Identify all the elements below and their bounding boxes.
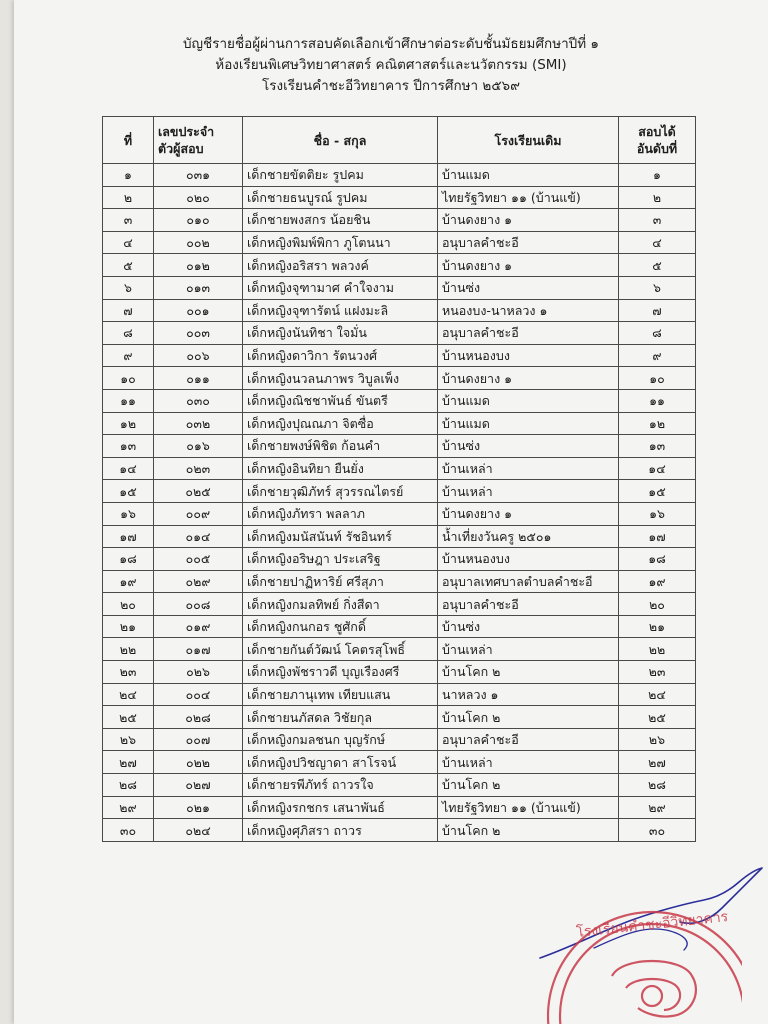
cell-school: บ้านดงยาง ๑ [438, 254, 619, 277]
header-id-text: เลขประจำตัวผู้สอบ [158, 124, 215, 156]
cell-rank: ๑๘ [619, 548, 696, 571]
cell-name: เด็กชายพงษ์พิชิต ก้อนคำ [243, 435, 438, 458]
cell-no: ๑๙ [103, 570, 154, 593]
cell-school: บ้านหนองบง [438, 344, 619, 367]
cell-id: ๐๐๔ [154, 683, 243, 706]
header-no: ที่ [103, 117, 154, 164]
table-row [103, 322, 696, 345]
title-line-1: บัญชีรายชื่อผู้ผ่านการสอบคัดเลือกเข้าศึกษาต่อระดับชั้นมัธยมศึกษาปีที่ ๑ [182, 36, 599, 52]
table-row [103, 344, 696, 367]
cell-rank: ๙ [619, 344, 696, 367]
table-row [103, 502, 696, 525]
cell-rank: ๑๖ [619, 502, 696, 525]
cell-no: ๑๐ [103, 367, 154, 390]
cell-rank: ๒ [619, 186, 696, 209]
title-line-2: ห้องเรียนพิเศษวิทยาศาสตร์ คณิตศาสตร์และนวัตกรรม (SMI) [215, 57, 567, 73]
cell-rank: ๓๐ [619, 819, 696, 842]
cell-no: ๒๙ [103, 796, 154, 819]
cell-no: ๒๖ [103, 728, 154, 751]
cell-school: นาหลวง ๑ [438, 683, 619, 706]
cell-id: ๐๐๙ [154, 502, 243, 525]
table-row [103, 480, 696, 503]
cell-id: ๐๑๒ [154, 254, 243, 277]
document-page [14, 0, 768, 1024]
cell-rank: ๕ [619, 254, 696, 277]
cell-rank: ๒๙ [619, 796, 696, 819]
cell-id: ๐๒๗ [154, 774, 243, 797]
cell-id: ๐๑๗ [154, 638, 243, 661]
cell-rank: ๒๕ [619, 706, 696, 729]
cell-name: เด็กชายธนบูรณ์ รูปคม [243, 186, 438, 209]
cell-no: ๔ [103, 231, 154, 254]
cell-school: บ้านแมด [438, 412, 619, 435]
cell-name: เด็กหญิงกมลชนก บุญรักษ์ [243, 728, 438, 751]
table-row [103, 254, 696, 277]
cell-school: บ้านเหล่า [438, 751, 619, 774]
cell-no: ๕ [103, 254, 154, 277]
table-row [103, 570, 696, 593]
cell-school: หนองบง-นาหลวง ๑ [438, 299, 619, 322]
table-row [103, 774, 696, 797]
cell-name: เด็กหญิงกมลทิพย์ กิ่งสีดา [243, 593, 438, 616]
cell-rank: ๑๕ [619, 480, 696, 503]
table-row [103, 638, 696, 661]
table-row [103, 525, 696, 548]
cell-rank: ๒๔ [619, 683, 696, 706]
cell-school: บ้านเหล่า [438, 480, 619, 503]
cell-rank: ๒๗ [619, 751, 696, 774]
cell-school: บ้านหนองบง [438, 548, 619, 571]
cell-rank: ๑๓ [619, 435, 696, 458]
cell-id: ๐๒๔ [154, 819, 243, 842]
cell-no: ๑๒ [103, 412, 154, 435]
table-row [103, 615, 696, 638]
title-line-3: โรงเรียนคำชะอีวิทยาคาร ปีการศึกษา ๒๕๖๙ [261, 78, 521, 94]
table-row [103, 548, 696, 571]
cell-school: บ้านซ่ง [438, 615, 619, 638]
cell-name: เด็กชายวุฒิภัทร์ สุวรรณไตรย์ [243, 480, 438, 503]
cell-name: เด็กหญิงศุภิสรา ถาวร [243, 819, 438, 842]
cell-id: ๐๒๖ [154, 661, 243, 684]
cell-name: เด็กหญิงปุณณภา จิตซื่อ [243, 412, 438, 435]
cell-rank: ๓ [619, 209, 696, 232]
cell-school: บ้านซ่ง [438, 276, 619, 299]
cell-rank: ๒๐ [619, 593, 696, 616]
cell-no: ๑๘ [103, 548, 154, 571]
cell-name: เด็กหญิงนันทิชา ใจมั่น [243, 322, 438, 345]
cell-name: เด็กหญิงพัชราวดี บุญเรืองศรี [243, 661, 438, 684]
cell-name: เด็กชายรพีภัทร์ ถาวรใจ [243, 774, 438, 797]
cell-id: ๐๓๐ [154, 389, 243, 412]
cell-school: บ้านดงยาง ๑ [438, 209, 619, 232]
table-row [103, 435, 696, 458]
table-row [103, 751, 696, 774]
cell-name: เด็กหญิงอินทิยา ยืนยั่ง [243, 457, 438, 480]
cell-school: บ้านดงยาง ๑ [438, 367, 619, 390]
cell-school: น้ำเที่ยงวันครู ๒๕๐๑ [438, 525, 619, 548]
cell-id: ๐๐๘ [154, 593, 243, 616]
cell-rank: ๑๙ [619, 570, 696, 593]
cell-no: ๒๒ [103, 638, 154, 661]
cell-no: ๑๓ [103, 435, 154, 458]
cell-name: เด็กหญิงจุฑารัตน์ แฝงมะลิ [243, 299, 438, 322]
cell-no: ๘ [103, 322, 154, 345]
cell-rank: ๖ [619, 276, 696, 299]
cell-no: ๒๗ [103, 751, 154, 774]
table-row [103, 706, 696, 729]
table-header [103, 117, 696, 164]
table-row [103, 276, 696, 299]
cell-rank: ๔ [619, 231, 696, 254]
cell-id: ๐๓๑ [154, 164, 243, 187]
cell-name: เด็กชายขัตติยะ รูปคม [243, 164, 438, 187]
cell-school: บ้านเหล่า [438, 457, 619, 480]
table-row [103, 457, 696, 480]
cell-school: บ้านซ่ง [438, 435, 619, 458]
cell-id: ๐๒๘ [154, 706, 243, 729]
cell-school: บ้านแมด [438, 164, 619, 187]
cell-name: เด็กชายพงสกร น้อยชิน [243, 209, 438, 232]
cell-name: เด็กหญิงรกชกร เสนาพันธ์ [243, 796, 438, 819]
cell-id: ๐๒๐ [154, 186, 243, 209]
cell-school: อนุบาลคำชะอี [438, 231, 619, 254]
cell-no: ๒ [103, 186, 154, 209]
results-table [102, 116, 696, 842]
table-row [103, 728, 696, 751]
cell-id: ๐๓๒ [154, 412, 243, 435]
header-rank [619, 117, 696, 164]
document-title [14, 34, 768, 97]
cell-school: บ้านโคก ๒ [438, 661, 619, 684]
cell-school: อนุบาลคำชะอี [438, 322, 619, 345]
cell-name: เด็กหญิงอริษฎา ประเสริฐ [243, 548, 438, 571]
cell-name: เด็กหญิงอริสรา พลวงค์ [243, 254, 438, 277]
cell-id: ๐๒๙ [154, 570, 243, 593]
table-row [103, 819, 696, 842]
cell-school: อนุบาลคำชะอี [438, 728, 619, 751]
cell-id: ๐๐๓ [154, 322, 243, 345]
cell-name: เด็กหญิงกนกอร ชูศักดิ์ [243, 615, 438, 638]
cell-no: ๓ [103, 209, 154, 232]
cell-rank: ๗ [619, 299, 696, 322]
cell-name: เด็กหญิงณิชชาพันธ์ ขันตรี [243, 389, 438, 412]
table-body [103, 164, 696, 842]
cell-school: บ้านโคก ๒ [438, 706, 619, 729]
cell-name: เด็กหญิงภัทรา พลลาภ [243, 502, 438, 525]
cell-rank: ๒๒ [619, 638, 696, 661]
cell-no: ๒๑ [103, 615, 154, 638]
cell-no: ๑๔ [103, 457, 154, 480]
table-row [103, 367, 696, 390]
cell-id: ๐๑๐ [154, 209, 243, 232]
cell-rank: ๑ [619, 164, 696, 187]
cell-school: อนุบาลเทศบาลตำบลคำชะอี [438, 570, 619, 593]
cell-no: ๒๔ [103, 683, 154, 706]
cell-id: ๐๒๓ [154, 457, 243, 480]
cell-no: ๒๓ [103, 661, 154, 684]
table-row [103, 186, 696, 209]
cell-rank: ๒๑ [619, 615, 696, 638]
stamp-text: โรงเรียนคำชะอีวิทยาคาร [575, 909, 729, 941]
cell-id: ๐๒๒ [154, 751, 243, 774]
table-row [103, 299, 696, 322]
cell-no: ๑ [103, 164, 154, 187]
cell-name: เด็กชายภานุเทพ เทียบแสน [243, 683, 438, 706]
table-row [103, 593, 696, 616]
cell-rank: ๑๗ [619, 525, 696, 548]
cell-no: ๑๑ [103, 389, 154, 412]
header-school: โรงเรียนเดิม [438, 117, 619, 164]
cell-name: เด็กหญิงปวิชญาดา สาโรจน์ [243, 751, 438, 774]
header-rank-text: สอบได้อันดับที่ [636, 124, 678, 156]
cell-no: ๒๘ [103, 774, 154, 797]
cell-school: บ้านโคก ๒ [438, 819, 619, 842]
cell-id: ๐๐๗ [154, 728, 243, 751]
cell-no: ๑๕ [103, 480, 154, 503]
cell-no: ๙ [103, 344, 154, 367]
cell-id: ๐๑๓ [154, 276, 243, 299]
table-row [103, 683, 696, 706]
cell-no: ๑๖ [103, 502, 154, 525]
cell-id: ๐๑๑ [154, 367, 243, 390]
cell-rank: ๑๑ [619, 389, 696, 412]
cell-no: ๓๐ [103, 819, 154, 842]
cell-rank: ๒๖ [619, 728, 696, 751]
cell-name: เด็กชายปาฏิหาริย์ ศรีสุภา [243, 570, 438, 593]
cell-name: เด็กหญิงมนัสนันท์ รัชอินทร์ [243, 525, 438, 548]
header-id [154, 117, 243, 164]
table-row [103, 209, 696, 232]
table-row [103, 661, 696, 684]
cell-no: ๒๐ [103, 593, 154, 616]
cell-no: ๖ [103, 276, 154, 299]
cell-no: ๗ [103, 299, 154, 322]
table-row [103, 796, 696, 819]
cell-school: บ้านแมด [438, 389, 619, 412]
cell-id: ๐๐๒ [154, 231, 243, 254]
cell-name: เด็กหญิงจุฑามาศ คำใจงาม [243, 276, 438, 299]
table-row [103, 231, 696, 254]
cell-name: เด็กชายนภัสดล วิชัยกุล [243, 706, 438, 729]
table-row [103, 389, 696, 412]
cell-id: ๐๒๕ [154, 480, 243, 503]
cell-id: ๐๐๑ [154, 299, 243, 322]
cell-rank: ๑๔ [619, 457, 696, 480]
cell-id: ๐๐๕ [154, 548, 243, 571]
cell-name: เด็กหญิงพิมพ์พิกา ภูโตนนา [243, 231, 438, 254]
cell-name: เด็กหญิงนวลนภาพร วิบูลเพ็ง [243, 367, 438, 390]
cell-id: ๐๑๙ [154, 615, 243, 638]
cell-school: ไทยรัฐวิทยา ๑๑ (บ้านแข้) [438, 796, 619, 819]
table-row [103, 164, 696, 187]
cell-school: บ้านโคก ๒ [438, 774, 619, 797]
cell-school: อนุบาลคำชะอี [438, 593, 619, 616]
cell-no: ๑๗ [103, 525, 154, 548]
cell-rank: ๑๐ [619, 367, 696, 390]
cell-rank: ๒๘ [619, 774, 696, 797]
table-row [103, 412, 696, 435]
cell-name: เด็กหญิงดาวิกา รัตนวงศ์ [243, 344, 438, 367]
cell-id: ๐๐๖ [154, 344, 243, 367]
cell-school: บ้านเหล่า [438, 638, 619, 661]
header-name: ชื่อ - สกุล [243, 117, 438, 164]
cell-id: ๐๒๑ [154, 796, 243, 819]
cell-rank: ๑๒ [619, 412, 696, 435]
cell-school: บ้านดงยาง ๑ [438, 502, 619, 525]
cell-no: ๒๕ [103, 706, 154, 729]
cell-name: เด็กชายกันต์วัฒน์ โคตรสุโพธิ์ [243, 638, 438, 661]
cell-id: ๐๑๔ [154, 525, 243, 548]
cell-school: ไทยรัฐวิทยา ๑๑ (บ้านแข้) [438, 186, 619, 209]
cell-id: ๐๑๖ [154, 435, 243, 458]
cell-rank: ๘ [619, 322, 696, 345]
cell-rank: ๒๓ [619, 661, 696, 684]
